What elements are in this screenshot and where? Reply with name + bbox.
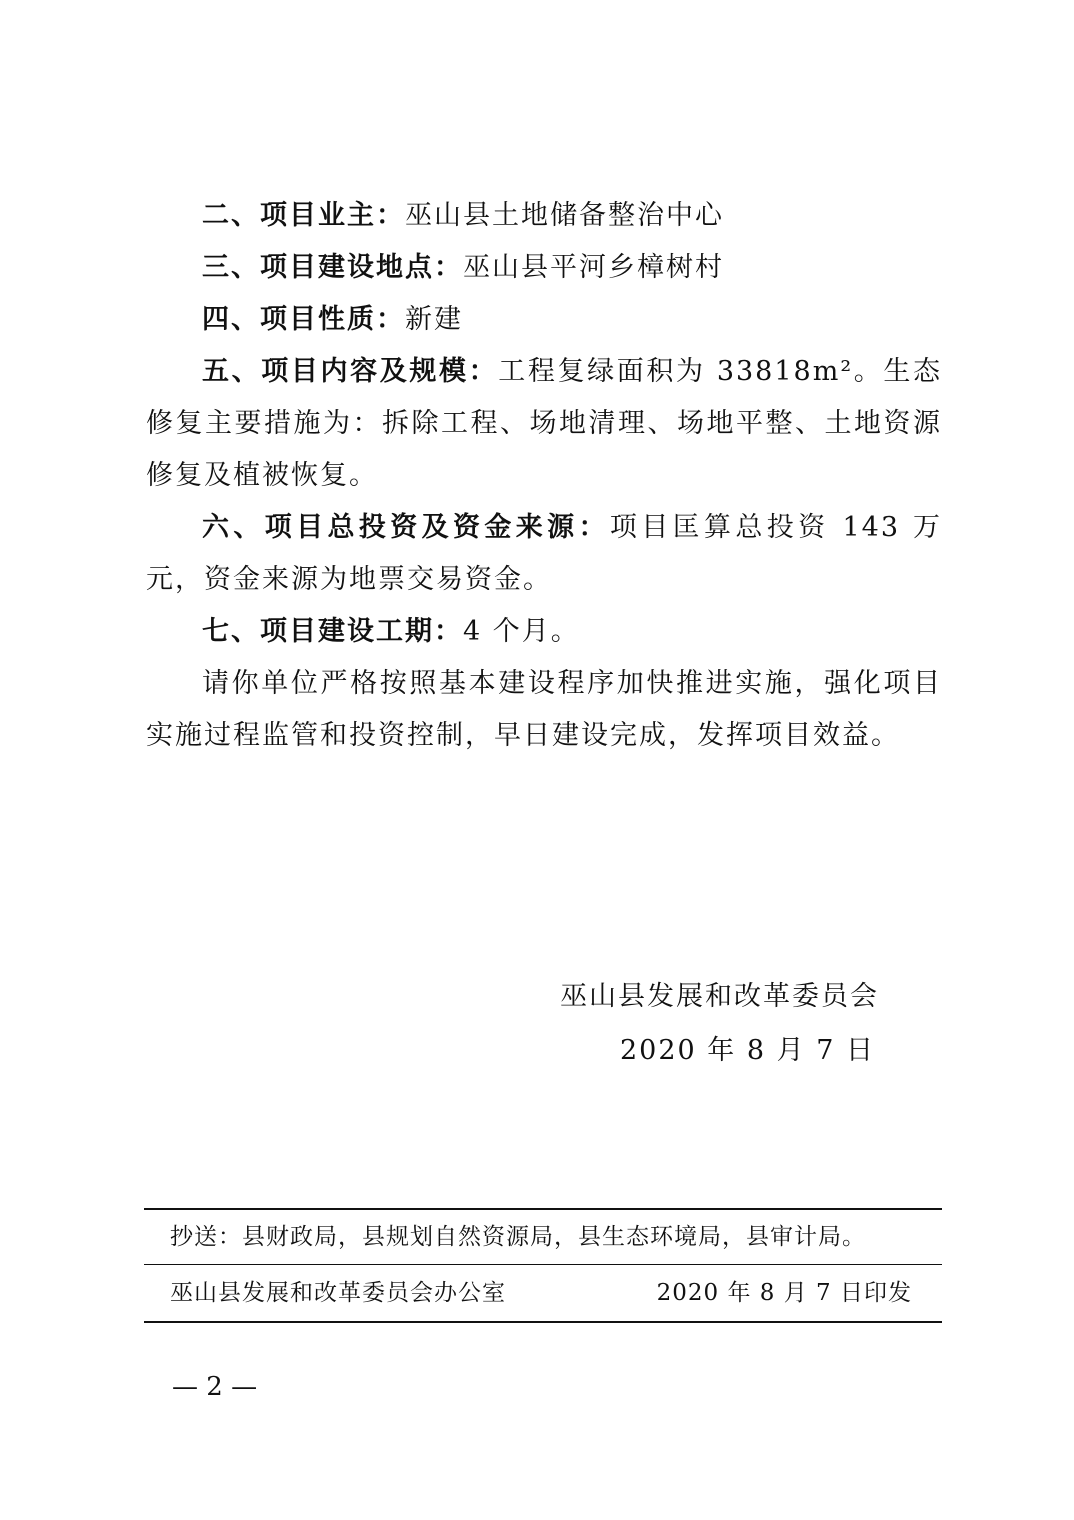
issue-date: 2020 年 8 月 7 日印发 [656,1280,912,1306]
paragraph-text: 巫山县土地储备整治中心 [405,200,724,231]
paragraph-project-scope [146,346,942,502]
paragraph-project-duration [146,606,942,658]
paragraph-project-location [146,242,942,294]
footer-bottom-rule [144,1321,942,1323]
paragraph-project-nature [146,294,942,346]
paragraph-text: 工程复绿面积为 33818m²。生态修复主要措施为：拆除工程、场地清理、场地平整、土地资源修复及植被恢复。 [146,356,943,491]
signature-organization: 巫山县发展和改革委员会 [560,981,879,1012]
page-number: — 2 — [172,1372,258,1402]
paragraph-heading: 三、项目建设地点： [202,252,463,283]
paragraph-heading: 五、项目内容及规模： [202,356,499,387]
signature-date: 2020 年 8 月 7 日 [620,1035,875,1066]
cc-recipients: 抄送：县财政局，县规划自然资源局，县生态环境局，县审计局。 [170,1224,866,1250]
paragraph-text: 4 个月。 [463,616,580,647]
paragraph-project-investment [146,502,942,606]
issuing-office: 巫山县发展和改革委员会办公室 [170,1280,506,1306]
paragraph-heading: 二、项目业主： [202,200,405,231]
paragraph-project-owner [146,190,942,242]
paragraph-text: 新建 [405,304,463,335]
paragraph-text: 巫山县平河乡樟树村 [463,252,724,283]
paragraph-text: 项目匡算总投资 143 万元，资金来源为地票交易资金。 [146,512,942,595]
paragraph-heading: 四、项目性质： [202,304,405,335]
paragraph-heading: 七、项目建设工期： [202,616,463,647]
paragraph-text: 请你单位严格按照基本建设程序加快推进实施，强化项目实施过程监管和投资控制，早日建设完成，发挥项目效益。 [146,668,942,751]
document-body [146,190,942,762]
paragraph-closing-instruction [146,658,942,762]
distribution-footer [144,1208,942,1323]
paragraph-heading: 六、项目总投资及资金来源： [202,512,610,543]
issue-info [144,1265,942,1321]
